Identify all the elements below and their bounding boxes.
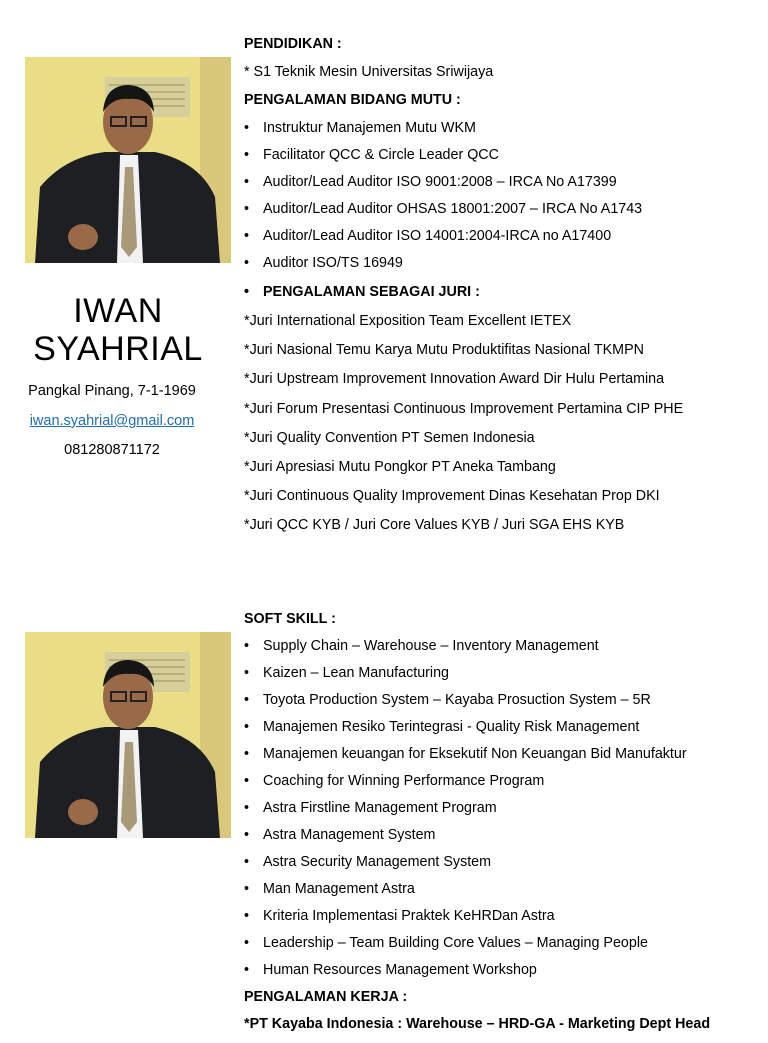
soft-skill-item: • Coaching for Winning Performance Program (244, 773, 760, 800)
person-name (18, 292, 218, 368)
soft-skill-heading: SOFT SKILL : (244, 611, 336, 627)
quality-item: • Auditor/Lead Auditor OHSAS 18001:2007 – IRCA No A1743 (244, 201, 760, 228)
soft-skill-item: • Astra Security Management System (244, 854, 760, 881)
soft-skill-item: • Astra Firstline Management Program (244, 800, 760, 827)
birth-info: Pangkal Pinang, 7-1-1969 (28, 383, 196, 399)
profile-photo (25, 57, 231, 263)
education-item: * S1 Teknik Mesin Universitas Sriwijaya (244, 64, 494, 80)
quality-item: • Instruktur Manajemen Mutu WKM (244, 120, 760, 147)
work-experience-item: *PT Kayaba Indonesia : Warehouse – HRD-GA - Marketing Dept Head (244, 1016, 711, 1032)
quality-experience-section (244, 92, 760, 282)
jury-item: *Juri Nasional Temu Karya Mutu Produktifitas Nasional TKMPN (244, 342, 644, 359)
jury-item: *Juri Quality Convention PT Semen Indonesia (244, 429, 535, 446)
soft-skill-item: • Supply Chain – Warehouse – Inventory Management (244, 638, 760, 665)
soft-skill-item: • Toyota Production System – Kayaba Prosuction System – 5R (244, 692, 760, 719)
soft-skill-item: • Kriteria Implementasi Praktek KeHRDan Astra (244, 908, 760, 935)
jury-experience-section (244, 284, 760, 547)
soft-skill-section (244, 611, 760, 1043)
profile-photo-2 (25, 632, 231, 838)
person-photo-illustration (25, 632, 231, 838)
name-line-1: IWAN (73, 292, 163, 330)
quality-item: • Auditor ISO/TS 16949 (244, 255, 760, 282)
quality-heading: PENGALAMAN BIDANG MUTU : (244, 92, 461, 108)
work-experience-heading: PENGALAMAN KERJA : (244, 989, 408, 1005)
quality-item: • Auditor/Lead Auditor ISO 14001:2004-IRCA no A17400 (244, 228, 760, 255)
jury-item: *Juri QCC KYB / Juri Core Values KYB / Juri SGA EHS KYB (244, 517, 625, 534)
education-section (244, 36, 760, 92)
soft-skill-item: • Astra Management System (244, 827, 760, 854)
name-line-2: SYAHRIAL (33, 330, 203, 368)
soft-skill-item: • Human Resources Management Workshop (244, 962, 760, 989)
soft-skill-item: • Manajemen Resiko Terintegrasi - Quality Risk Management (244, 719, 760, 746)
soft-skill-item: • Kaizen – Lean Manufacturing (244, 665, 760, 692)
jury-item: *Juri Upstream Improvement Innovation Award Dir Hulu Pertamina (244, 371, 665, 388)
soft-skill-item: • Man Management Astra (244, 881, 760, 908)
quality-item: • Facilitator QCC & Circle Leader QCC (244, 147, 760, 174)
jury-item: *Juri Apresiasi Mutu Pongkor PT Aneka Tambang (244, 458, 556, 475)
person-photo-illustration (25, 57, 231, 263)
phone-number: 081280871172 (64, 442, 160, 458)
soft-skill-item: • Manajemen keuangan for Eksekutif Non Keuangan Bid Manufaktur (244, 746, 760, 773)
education-heading: PENDIDIKAN : (244, 36, 342, 52)
jury-heading: • PENGALAMAN SEBAGAI JURI : (244, 284, 760, 313)
jury-item: *Juri Continuous Quality Improvement Dinas Kesehatan Prop DKI (244, 488, 660, 505)
jury-item: *Juri International Exposition Team Excellent IETEX (244, 313, 572, 329)
jury-item: *Juri Forum Presentasi Continuous Improvement Pertamina CIP PHE (244, 400, 684, 417)
email-link[interactable]: iwan.syahrial@gmail.com (29, 413, 195, 429)
soft-skill-item: • Leadership – Team Building Core Values – Managing People (244, 935, 760, 962)
quality-item: • Auditor/Lead Auditor ISO 9001:2008 – IRCA No A17399 (244, 174, 760, 201)
